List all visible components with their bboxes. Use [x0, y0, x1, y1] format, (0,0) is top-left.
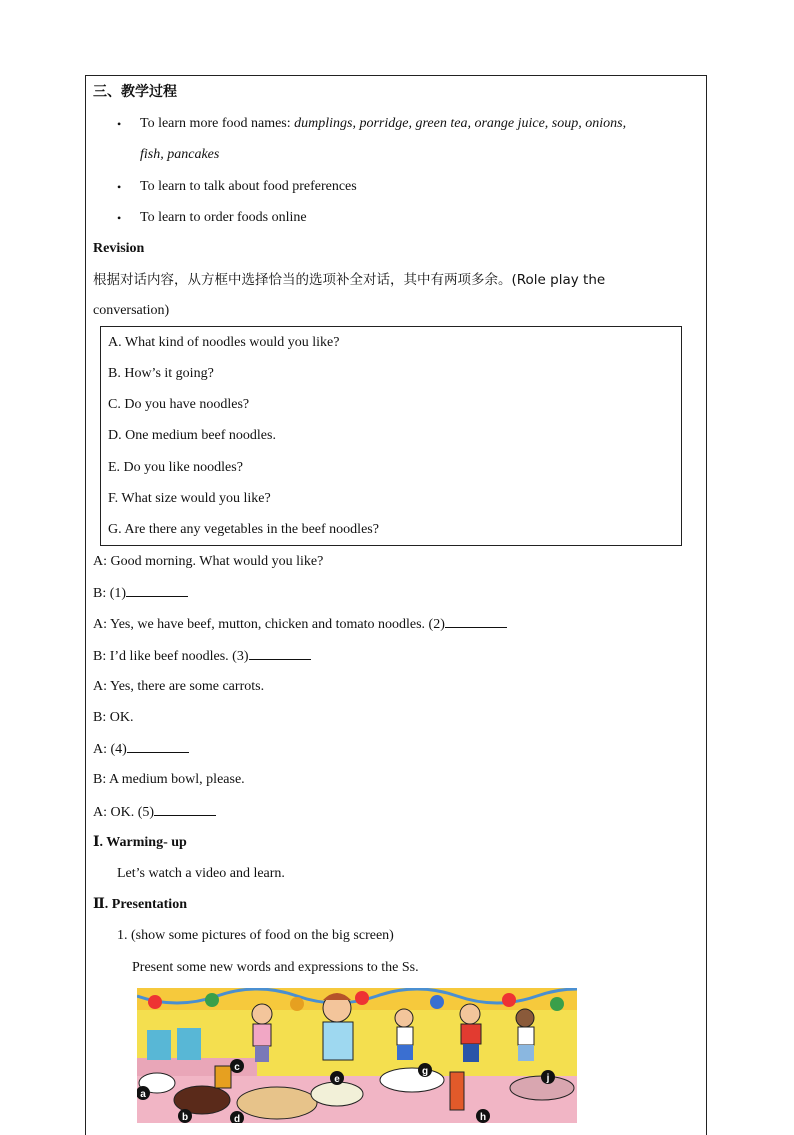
dialogue-line-9-text: A: OK. (5): [93, 805, 155, 820]
answer-blank-4[interactable]: [127, 740, 189, 753]
option-b: B. How’s it going?: [108, 366, 214, 381]
answer-blank-1[interactable]: [126, 584, 188, 597]
option-a: A. What kind of noodles would you like?: [108, 335, 340, 350]
dialogue-line-2: [93, 584, 188, 603]
picture-label-c: c: [234, 1062, 240, 1073]
dialogue-line-8: B: A medium bowl, please.: [93, 772, 245, 787]
option-d: D. One medium beef noodles.: [108, 428, 276, 443]
option-c: C. Do you have noodles?: [108, 397, 250, 412]
objective-1-prefix: To learn more food names:: [140, 116, 295, 131]
presentation-step-1: 1. (show some pictures of food on the big screen): [117, 928, 394, 943]
dialogue-line-2-text: B: (1): [93, 586, 127, 601]
answer-blank-3[interactable]: [249, 647, 311, 660]
presentation-heading: Ⅱ. Presentation: [93, 897, 187, 912]
dialogue-line-6: B: OK.: [93, 710, 134, 725]
food-party-drawing: [137, 988, 577, 1123]
option-e: E. Do you like noodles?: [108, 460, 243, 475]
food-party-illustration: [137, 988, 577, 1123]
bullet-2: •: [117, 180, 122, 194]
presentation-step-1-text: Present some new words and expressions to the Ss.: [132, 960, 419, 975]
dialogue-line-7-text: A: (4): [93, 742, 127, 757]
warming-up-heading: Ⅰ. Warming- up: [93, 835, 187, 850]
answer-blank-2[interactable]: [445, 615, 507, 628]
revision-instruction-cont: conversation): [93, 303, 170, 318]
picture-label-e: e: [334, 1074, 340, 1085]
objective-3: To learn to order foods online: [140, 210, 307, 225]
dialogue-line-3-text: A: Yes, we have beef, mutton, chicken and tomato noodles. (2): [93, 617, 445, 632]
picture-label-a: a: [140, 1089, 146, 1100]
objective-2: To learn to talk about food preferences: [140, 179, 357, 194]
picture-label-h: h: [479, 1112, 487, 1123]
bullet-3: •: [117, 211, 122, 225]
option-g: G. Are there any vegetables in the beef noodles?: [108, 522, 379, 537]
warming-up-text: Let’s watch a video and learn.: [117, 866, 285, 881]
answer-blank-5[interactable]: [154, 803, 216, 816]
dialogue-line-7: [93, 740, 189, 759]
section-heading: 三、教学过程: [93, 84, 177, 100]
picture-label-j: j: [546, 1073, 550, 1084]
revision-instruction: 根据对话内容，从方框中选择恰当的选项补全对话，其中有两项多余。(Role play the: [93, 272, 606, 288]
dialogue-line-3: [93, 615, 507, 634]
bullet-1: •: [117, 117, 122, 131]
objective-1-words: dumplings, porridge, green tea, orange juice, soup, onions,: [294, 116, 627, 131]
picture-label-b: b: [181, 1112, 189, 1123]
picture-label-g: g: [421, 1066, 429, 1077]
dialogue-line-9: [93, 803, 216, 822]
objective-1-words-cont: fish, pancakes: [140, 147, 220, 162]
option-f: F. What size would you like?: [108, 491, 271, 506]
picture-label-d: d: [233, 1114, 241, 1123]
dialogue-line-4: [93, 647, 311, 666]
dialogue-line-5: A: Yes, there are some carrots.: [93, 679, 265, 694]
dialogue-line-1: A: Good morning. What would you like?: [93, 554, 324, 569]
objective-1: [140, 115, 626, 133]
dialogue-line-4-text: B: I’d like beef noodles. (3): [93, 649, 249, 664]
revision-heading: Revision: [93, 241, 145, 256]
